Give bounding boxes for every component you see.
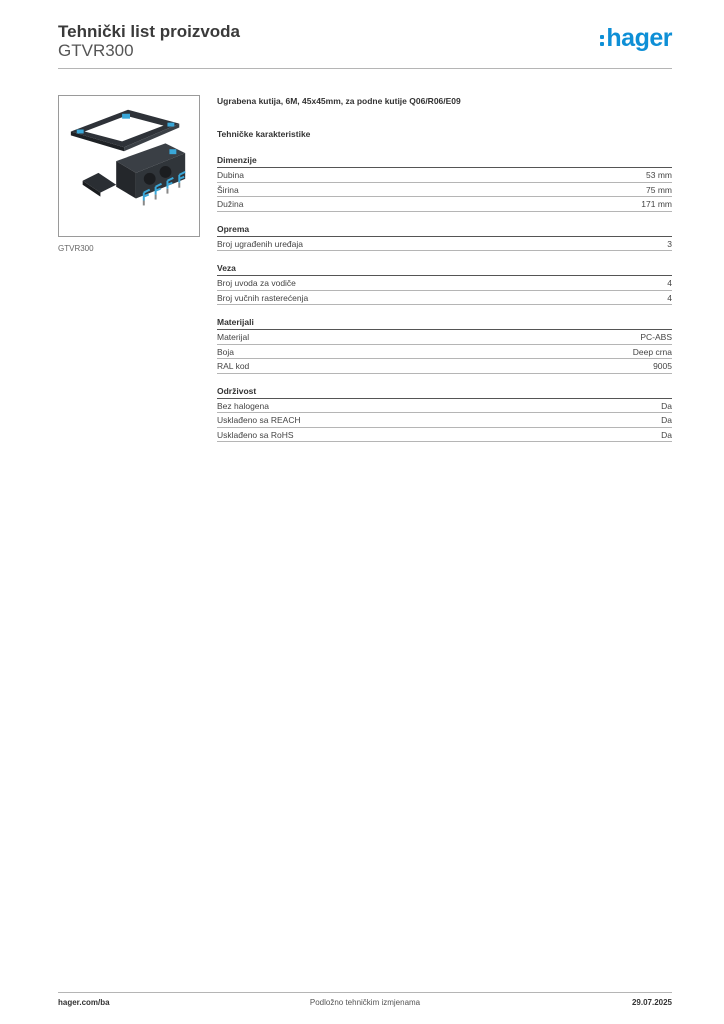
section-title: Održivost	[217, 386, 672, 399]
page-header	[58, 20, 672, 68]
hager-logo	[600, 24, 672, 53]
spec-row	[217, 292, 672, 306]
spec-value: 53 mm	[646, 170, 672, 180]
section-connection	[217, 263, 672, 305]
spec-label: Dužina	[217, 199, 244, 209]
spec-label: Broj ugrađenih uređaja	[217, 238, 304, 249]
section-title: Materijali	[217, 317, 672, 330]
spec-row	[217, 277, 672, 291]
spec-row	[217, 331, 672, 345]
footer-website-link[interactable]: hager.com/ba	[58, 998, 110, 1007]
spec-row	[217, 198, 672, 212]
logo-dots-icon	[600, 35, 604, 46]
spec-value: 4	[667, 278, 672, 288]
section-title: Veza	[217, 263, 672, 276]
section-dimensions	[217, 155, 672, 212]
section-equipment	[217, 224, 672, 252]
spec-row	[217, 414, 672, 428]
spec-content	[217, 96, 672, 442]
spec-label: Usklađeno sa REACH	[217, 415, 301, 425]
spec-row	[217, 360, 672, 374]
product-code: GTVR300	[58, 41, 134, 60]
section-materials	[217, 317, 672, 374]
footer-notice: Podložno tehničkim izmjenama	[309, 998, 421, 1007]
spec-label: Širina	[217, 184, 239, 195]
spec-label: Boja	[217, 346, 235, 357]
spec-value: 171 mm	[641, 199, 672, 209]
spec-label: Broj uvoda za vodiče	[217, 278, 296, 288]
spec-value: PC-ABS	[640, 332, 672, 342]
spec-row	[217, 400, 672, 414]
spec-label: RAL kod	[217, 361, 250, 371]
spec-label: Dubina	[217, 170, 244, 180]
spec-label: Broj vučnih rasterećenja	[217, 292, 309, 303]
product-description: Ugrabena kutija, 6M, 45x45mm, za podne kutije Q06/R06/E09	[217, 96, 461, 106]
spec-value: 4	[667, 292, 672, 303]
logo-text: hager	[606, 24, 672, 52]
spec-row	[217, 238, 672, 252]
spec-label: Materijal	[217, 332, 250, 342]
spec-label: Bez halogena	[217, 400, 269, 411]
section-title: Dimenzije	[217, 155, 672, 168]
footer-date: 29.07.2025	[631, 998, 672, 1007]
spec-label: Usklađeno sa RoHS	[217, 429, 294, 440]
spec-value: Da	[661, 429, 672, 440]
section-sustainability	[217, 386, 672, 443]
spec-row	[217, 429, 672, 443]
spec-value: Da	[661, 415, 672, 425]
spec-row	[217, 184, 672, 198]
spec-value: Deep crna	[632, 346, 672, 357]
spec-heading: Tehničke karakteristike	[217, 129, 311, 139]
product-image-caption: GTVR300	[58, 244, 94, 253]
footer-divider	[58, 992, 672, 993]
section-title: Oprema	[217, 224, 672, 237]
product-illustration-icon	[59, 96, 199, 236]
spec-row	[217, 346, 672, 360]
spec-row	[217, 169, 672, 183]
page-title: Tehnički list proizvoda	[58, 22, 240, 41]
spec-value: Da	[661, 400, 672, 411]
spec-value: 9005	[653, 361, 672, 371]
header-divider	[58, 68, 672, 69]
spec-value: 3	[667, 238, 672, 249]
product-image	[58, 95, 200, 237]
spec-value: 75 mm	[646, 184, 672, 195]
